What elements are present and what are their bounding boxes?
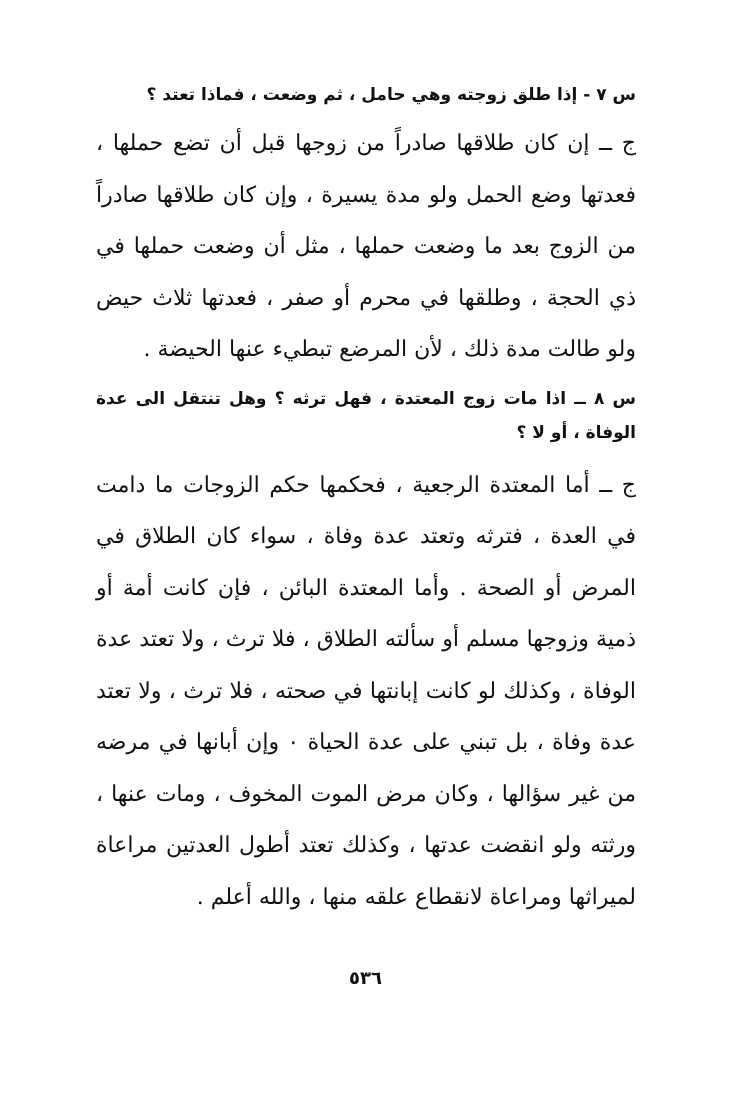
answer-7: ج ــ إن كان طلاقها صادراً من زوجها قبل أن تضع حملها ، فعدتها وضع الحمل ولو مدة يسيرة ، وإن كان طلاقها صادراً من الزوج بعد ما وضعت حملها ، مثل أن وضعت حملها في ذي الحجة ، وطلقها في محرم أو صفر ، فعدتها ثلاث حيض ولو طالت مدة ذلك ، لأن المرضع تبطيء عنها الحيضة . [96,131,636,362]
page-body [96,78,636,923]
answer-8: ج ــ أما المعتدة الرجعية ، فحكمها حكم الزوجات ما دامت في العدة ، فترثه وتعتد عدة وفاة ، سواء كان الطلاق في المرض أو الصحة . وأما المعتدة البائن ، فإن كانت أمة أو ذمية وزوجها مسلم أو سألته الطلاق ، فلا ترث ، ولا تعتد عدة الوفاة ، وكذلك لو كانت إبانتها في صحته ، فلا ترث ، ولا تعتد عدة وفاة ، بل تبني على عدة الحياة ٠ وإن أبانها في مرضه من غير سؤالها ، وكان مرض الموت المخوف ، ومات عنها ، ورثته ولو انقضت عدتها ، وكذلك تعتد أطول العدتين مراعاة لميراثها ومراعاة لانقطاع علقه منها ، والله أعلم . [96,472,636,910]
page-number: ٥٣٦ [349,968,382,989]
question-7: س ٧ - إذا طلق زوجته وهي حامل ، ثم وضعت ، فماذا تعتد ؟ [146,85,636,105]
question-8: س ٨ ــ اذا مات زوج المعتدة ، فهل ترثه ؟ وهل تنتقل الى عدة الوفاة ، أو لا ؟ [96,388,636,443]
